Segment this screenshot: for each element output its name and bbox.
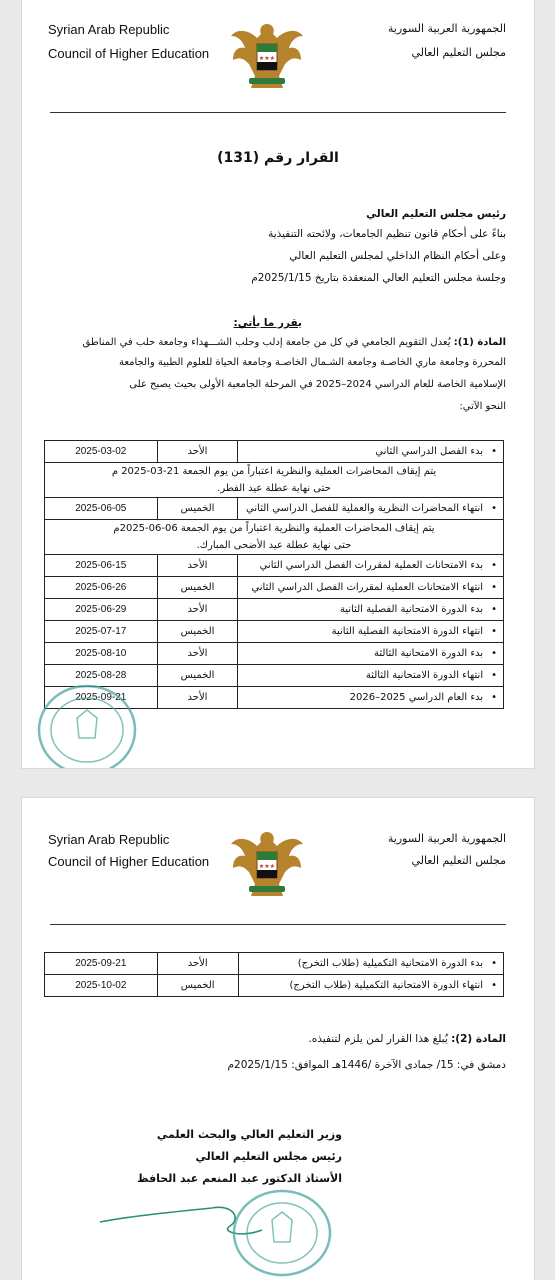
header-ar-country: الجمهورية العربية السورية	[387, 832, 506, 845]
document-page-2	[22, 798, 534, 1280]
table-row: • انتهاء الدورة الامتحانية الفصلية الثانية الخميس 2025-07-17	[45, 621, 504, 643]
svg-text:★★★: ★★★	[258, 55, 276, 62]
signature-name: الأستاذ الدكتور عبد المنعم عبد الحافظ	[137, 1172, 342, 1185]
table-row: • بدء الدورة الامتحانية التكميلية (طلاب التخرج) الأحد 2025-09-21	[45, 953, 504, 975]
header-en-council: Council of Higher Education	[48, 854, 210, 869]
header-ar-council: مجلس التعليم العالي	[411, 854, 506, 867]
table-row: • بدء الدورة الامتحانية الثالثة الأحد 2025-08-10	[45, 643, 504, 665]
signature-minister-title: وزير التعليم العالي والبحث العلمي	[156, 1128, 342, 1141]
dated-line: دمشق في: 15/ جمادى الآخرة /1446هـ الموافق: 2025/1/15م	[227, 1059, 506, 1071]
table-row: • بدء الدورة الامتحانية الفصلية الثانية الأحد 2025-06-29	[45, 599, 504, 621]
preamble-line-4: وجلسة مجلس التعليم العالي المنعقدة بتاريخ 2025/1/15م	[251, 272, 506, 284]
header-en-council: Council of Higher Education	[48, 46, 210, 61]
table-row: • انتهاء الدورة الامتحانية التكميلية (طلاب التخرج) الخميس 2025-10-02	[45, 975, 504, 997]
header-en-country: Syrian Arab Republic	[48, 832, 170, 847]
svg-text:★★★: ★★★	[258, 863, 276, 870]
table-row: • انتهاء المحاضرات النظرية والعملية للفصل الدراسي الثاني الخميس 2025-06-05	[45, 498, 504, 520]
preamble-line-3: وعلى أحكام النظام الداخلي لمجلس التعليم العالي	[289, 250, 506, 262]
syrian-eagle-emblem-icon	[227, 824, 307, 904]
header-divider	[50, 924, 506, 925]
article-2-label: المادة (2):	[451, 1033, 506, 1045]
decision-title: القرار رقم (131)	[217, 150, 339, 166]
table-row: • بدء الامتحانات العملية لمقررات الفصل الدراسي الثاني الأحد 2025-06-15	[45, 555, 504, 577]
table-note-row: يتم إيقاف المحاضرات العملية والنظرية اعتباراً من يوم الجمعة 06-06-2025م حتى نهاية عطلة عيد الأضحى المبارك.	[45, 520, 504, 555]
article-1-line-1: المادة (1): يُعدل التقويم الجامعي في كل من جامعة إدلب وحلب الشـــهداء وجامعة حلب في المناطق	[82, 337, 506, 348]
table-row: • بدء العام الدراسي 2025–2026 الأحد 2025-09-21	[45, 687, 504, 709]
article-1-line-2: المحررة وجامعة ماري الخاصـة وجامعة الشـمال الخاصـة وجامعة الحياة للعلوم الطبية والجامعة	[118, 357, 506, 368]
table-note-row: يتم إيقاف المحاضرات العملية والنظرية اعتباراً من يوم الجمعة 21-03-2025 م حتى نهاية عطلة عيد الفطر.	[45, 463, 504, 498]
header-divider	[50, 112, 506, 113]
schedule-table-continued	[44, 952, 504, 997]
article-2: المادة (2): يُبلغ هذا القرار لمن يلزم لتنفيذه.	[308, 1033, 506, 1045]
table-row: • بدء الفصل الدراسي الثاني الأحد 2025-03-02	[45, 441, 504, 463]
preamble-line-2: بناءً على أحكام قانون تنظيم الجامعات، ولائحته التنفيذية	[268, 228, 506, 240]
schedule-table	[44, 440, 504, 709]
official-stamp-icon	[32, 680, 142, 768]
document-page-1	[22, 0, 534, 768]
header-ar-council: مجلس التعليم العالي	[411, 46, 506, 59]
table-row: • انتهاء الدورة الامتحانية الثالثة الخميس 2025-08-28	[45, 665, 504, 687]
article-1-line-3: الإسلامية الخاصة للعام الدراسي 2024–2025 في المرحلة الجامعية الأولى بحيث يصبح على	[129, 379, 506, 390]
signature-council-title: رئيس مجلس التعليم العالي	[195, 1150, 342, 1163]
decides-heading: يقرر ما يأتي:	[233, 317, 302, 329]
header-ar-country: الجمهورية العربية السورية	[387, 22, 506, 35]
article-1-label: المادة (1):	[453, 337, 506, 348]
preamble-line-1: رئيس مجلس التعليم العالي	[366, 208, 506, 220]
signature-and-stamp-icon	[92, 1178, 342, 1278]
header-en-country: Syrian Arab Republic	[48, 22, 170, 37]
table-row: • انتهاء الامتحانات العملية لمقررات الفصل الدراسي الثاني الخميس 2025-06-26	[45, 577, 504, 599]
syrian-eagle-emblem-icon	[227, 16, 307, 96]
article-1-line-4: النحو الآتي:	[459, 401, 506, 412]
